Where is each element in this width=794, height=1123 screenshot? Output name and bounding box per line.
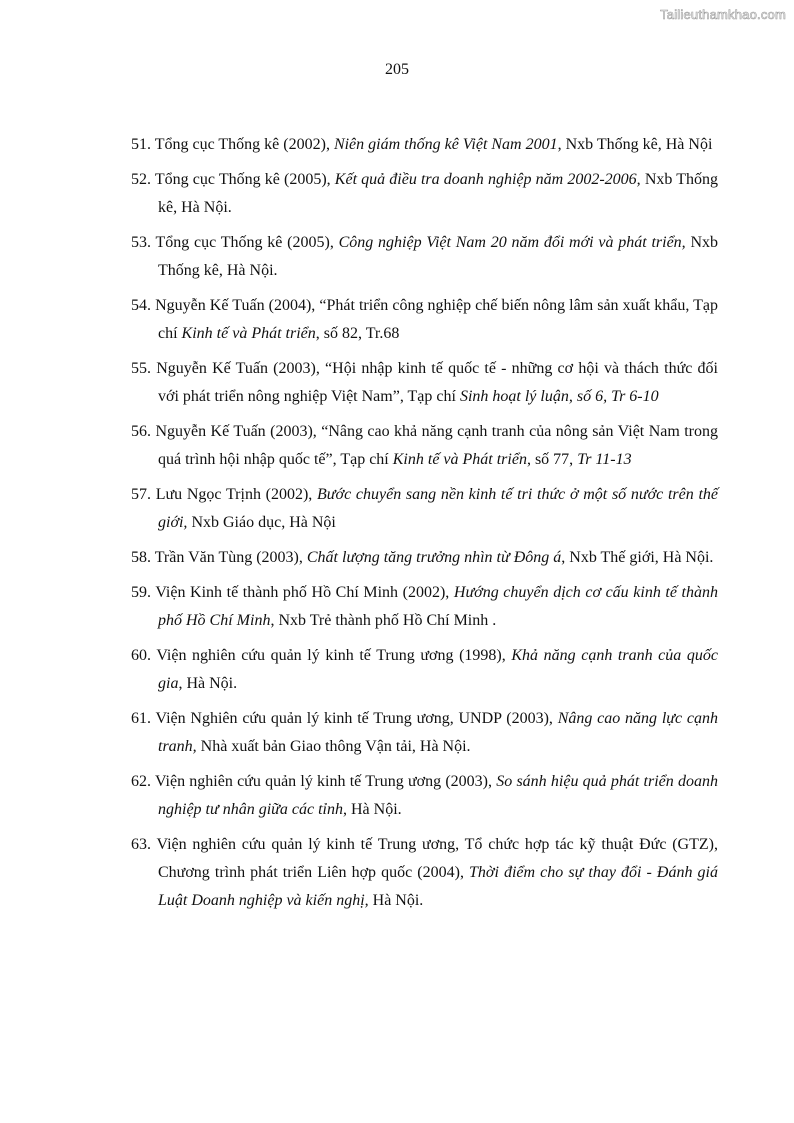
reference-title: Chất lượng tăng trưởng nhìn từ Đông á [306,549,562,566]
reference-text: Tổng cục Thống kê (2005), [155,234,339,251]
reference-number: 60. [131,647,157,664]
reference-number: 53. [131,234,156,251]
reference-title: Niên giám thống kê Việt Nam 2001 [333,136,558,153]
reference-item [131,229,718,285]
reference-text: , Hà Nội. [178,675,238,692]
reference-item [131,292,718,348]
reference-text: Hà Nội. [368,892,424,909]
reference-text: , Nxb Trẻ thành phố Hồ Chí Minh . [270,612,497,629]
reference-text: Nguyễn Kế Tuấn (2003), “Nâng cao khả năng cạnh tranh của nông sản Việt Nam trong quá trình hội nhập quốc tế”, Tạp chí [155,423,719,468]
reference-text: Nguyễn Kế Tuấn (2003), “Hội nhập kinh tế quốc tế - những cơ hội và thách thức đối với phát triển nông nghiệp Việt Nam”, Tạp chí [156,360,719,405]
reference-item [131,579,718,635]
reference-number: 61. [131,710,156,727]
reference-number: 51. [131,136,155,153]
reference-text: Tổng cục Thống kê (2005), [154,171,335,188]
reference-item [131,642,718,698]
reference-text: Viện nghiên cứu quản lý kinh tế Trung ương (1998), [156,647,512,664]
reference-text: , số 77, [526,451,578,468]
reference-number: 55. [131,360,157,377]
reference-text: Viện nghiên cứu quản lý kinh tế Trung ương, Tổ chức hợp tác kỹ thuật Đức (GTZ), Chương trình phát triển Liên hợp quốc (2004), [156,836,718,881]
page-number: 205 [385,61,409,78]
reference-text: Nxb Giáo dục, Hà Nội [187,514,336,531]
reference-title: Tr 11-13 [577,451,632,468]
reference-text: Trần Văn Tùng (2003), [154,549,307,566]
reference-text: Lưu Ngọc Trịnh (2002), [155,486,318,503]
reference-title: Bước chuyển sang nền kinh tế tri thức ở một số nước trên thế giới, [158,486,719,531]
reference-number: 54. [131,297,156,314]
reference-title: Sinh hoạt lý luận, số 6, Tr 6-10 [459,388,659,405]
reference-item [131,544,718,572]
watermark-text: Tailieuthamkhao.com [660,7,786,22]
reference-number: 57. [131,486,156,503]
reference-text: Viện Kinh tế thành phố Hồ Chí Minh (2002), [155,584,454,601]
reference-title: Khả năng cạnh tranh của quốc gia [158,647,718,692]
reference-text: Nhà xuất bản Giao thông Vận tải, Hà Nội. [196,738,471,755]
reference-item [131,481,718,537]
reference-text: , số 82, Tr.68 [315,325,400,342]
reference-title: Kết quả điều tra doanh nghiệp năm 2002-2006, [334,171,641,188]
reference-text: Nxb Thống kê, Hà Nội. [158,171,718,216]
reference-text: Nxb Thống kê, Hà Nội. [158,234,719,279]
reference-number: 56. [131,423,156,440]
reference-title: Công nghiệp Việt Nam 20 năm đổi mới và phát triển, [338,234,686,251]
reference-text: Viện nghiên cứu quản lý kinh tế Trung ương (2003), [154,773,497,790]
reference-title: Thời điểm cho sự thay đổi - Đánh giá Luật Doanh nghiệp và kiến nghị, [158,864,718,909]
reference-text: Viện Nghiên cứu quản lý kinh tế Trung ương, UNDP (2003), [155,710,558,727]
reference-item [131,831,718,915]
reference-text: Nguyễn Kế Tuấn (2004), “Phát triển công nghiệp chế biến nông lâm sản xuất khẩu, Tạp chí [155,297,719,342]
reference-title: Nâng cao năng lực cạnh tranh, [158,710,718,755]
reference-title: Kinh tế và Phát triển [181,325,316,342]
reference-item [131,166,718,222]
reference-text: Tổng cục Thống kê (2002), [154,136,334,153]
reference-number: 52. [131,171,155,188]
reference-title: Hướng chuyển dịch cơ cấu kinh tế thành phố Hồ Chí Minh [158,584,718,629]
reference-number: 63. [131,836,157,853]
reference-list [131,131,718,922]
reference-text: , Hà Nội. [342,801,402,818]
reference-number: 62. [131,773,155,790]
reference-item [131,355,718,411]
reference-item [131,705,718,761]
reference-title: Kinh tế và Phát triển [392,451,527,468]
reference-number: 59. [131,584,156,601]
reference-number: 58. [131,549,155,566]
reference-text: , Nxb Thống kê, Hà Nội [557,136,713,153]
reference-text: , Nxb Thế giới, Hà Nội. [561,549,714,566]
reference-item [131,131,718,159]
reference-item [131,768,718,824]
reference-item [131,418,718,474]
reference-title: So sánh hiệu quả phát triển doanh nghiệp tư nhân giữa các tỉnh [158,773,718,818]
